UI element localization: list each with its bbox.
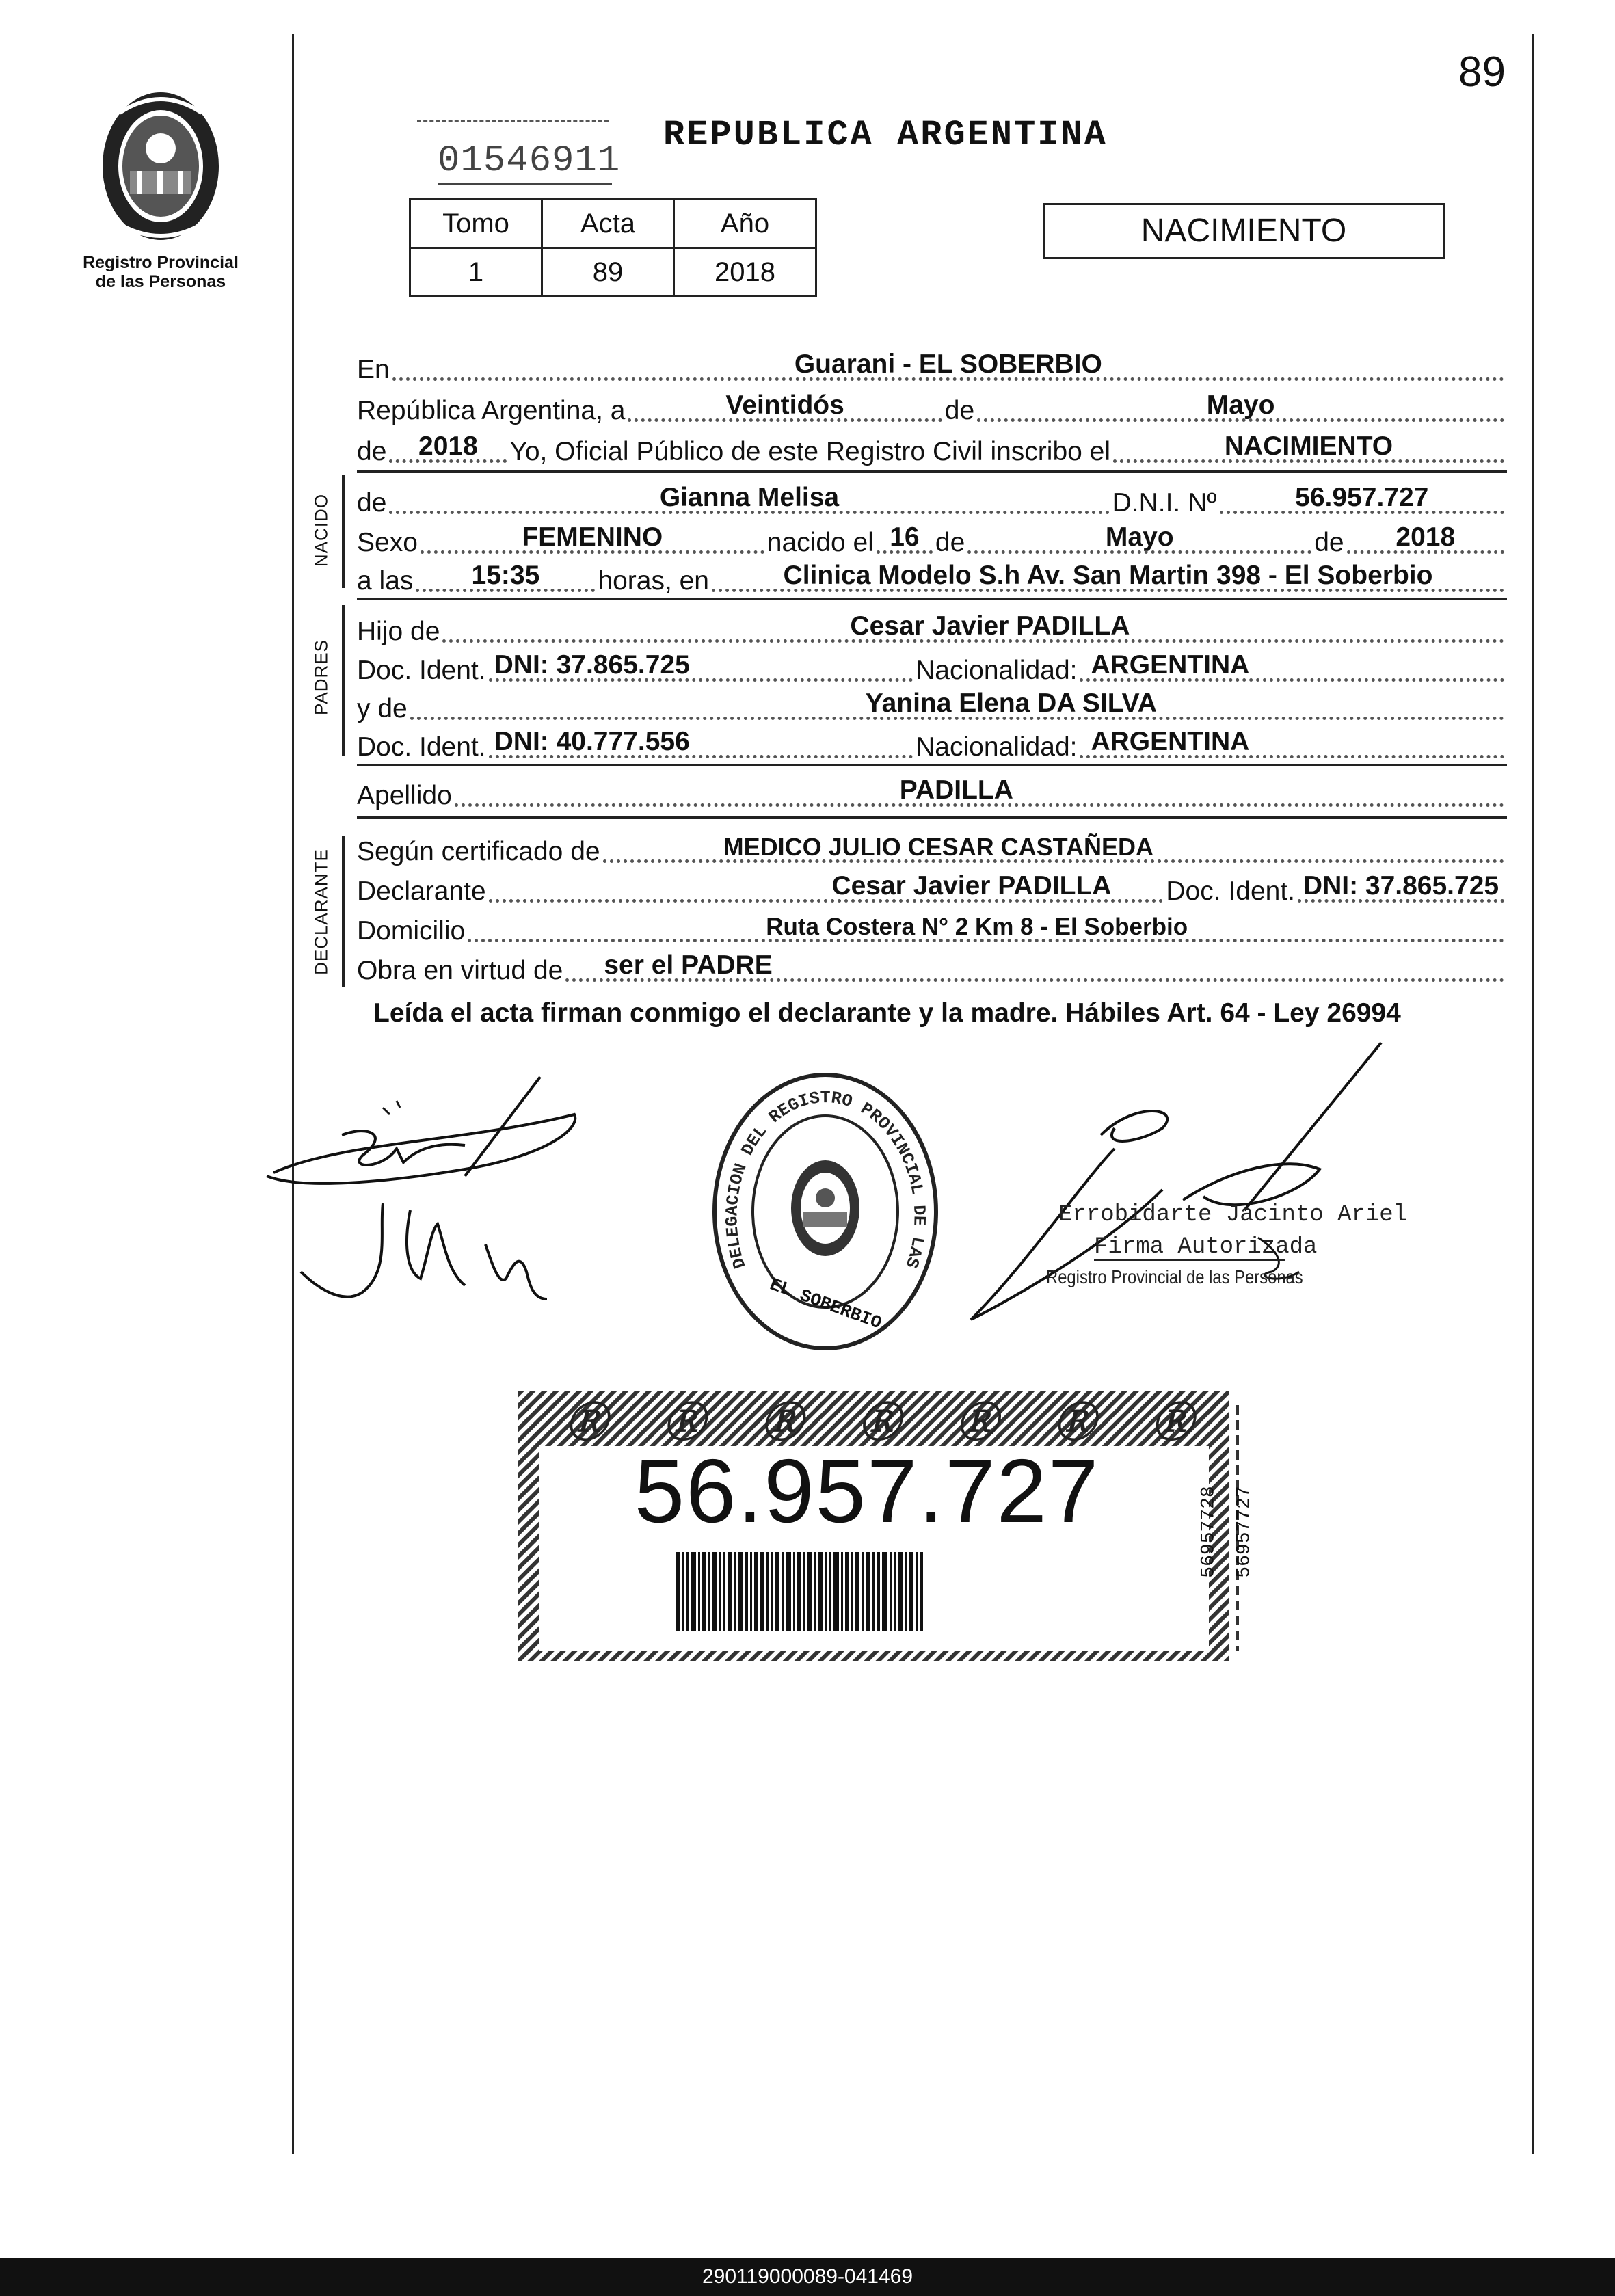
child-name: Gianna Melisa [659, 483, 840, 512]
barcode-bar [905, 1552, 907, 1631]
label-declarante: Declarante [357, 877, 486, 906]
registration-place: Guarani - EL SOBERBIO [794, 349, 1102, 379]
sticker-logo-icon: Ⓡ [858, 1400, 900, 1445]
barcode-bar [898, 1552, 903, 1631]
section-label-declarante: DECLARANTE [310, 849, 332, 975]
registration-type: NACIMIENTO [1224, 431, 1393, 461]
barcode-bar [719, 1552, 721, 1631]
barcode-bar [866, 1552, 870, 1631]
provincial-emblem-icon [92, 85, 229, 250]
row-padre-doc [357, 646, 1507, 687]
label-apellido: Apellido [357, 781, 452, 810]
label-de-mes-nac: de [935, 528, 965, 557]
barcode-bar [686, 1552, 689, 1631]
barcode-bar [851, 1552, 853, 1631]
child-birth-year: 2018 [1396, 522, 1456, 552]
serial-underline [438, 183, 612, 185]
barcode-bar [877, 1552, 880, 1631]
barcode-bar [712, 1552, 717, 1631]
row-domicilio [357, 907, 1507, 948]
serial-overline [417, 120, 609, 122]
id-sticker [518, 1391, 1255, 1661]
child-birth-time: 15:35 [471, 561, 540, 590]
row-hora [357, 557, 1507, 598]
registration-year: 2018 [418, 431, 478, 461]
barcode-bar [728, 1552, 732, 1631]
section-label-nacido: NACIDO [310, 493, 332, 568]
registry-logo [75, 85, 246, 291]
declarant-name: Cesar Javier PADILLA [831, 871, 1112, 900]
child-birth-day: 16 [890, 522, 920, 552]
declarant-relationship: ser el PADRE [604, 950, 773, 980]
label-en: En [357, 355, 390, 384]
barcode-bar [754, 1552, 758, 1631]
logo-caption-line2: de las Personas [95, 272, 226, 291]
label-a-las: a las [357, 566, 414, 596]
seal-outer-text: DELEGACION DEL REGISTRO PROVINCIAL DE LAS [722, 1088, 929, 1271]
signature-official-icon [957, 1039, 1395, 1340]
barcode-bar [894, 1552, 896, 1631]
divider-apellido [357, 816, 1507, 819]
barcode-bar [808, 1552, 812, 1631]
bracket-declarante [342, 836, 345, 987]
sticker-side-codes-2 [1224, 1439, 1265, 1644]
mother-name: Yanina Elena DA SILVA [865, 689, 1157, 718]
barcode-bar [920, 1552, 923, 1631]
row-nombre [357, 479, 1507, 520]
label-de-anio-nac: de [1314, 528, 1344, 557]
sticker-r-pattern [537, 1396, 1221, 1443]
signature-declarant-icon [260, 1067, 602, 1333]
barcode-bar [872, 1552, 875, 1631]
closing-note: Leída el acta firman conmigo el declarante y la madre. Hábiles Art. 64 - Ley 26994 [373, 998, 1401, 1028]
barcode-bar [708, 1552, 710, 1631]
barcode-icon [676, 1552, 1065, 1631]
row-apellido [357, 771, 1507, 812]
barcode-bar [766, 1552, 769, 1631]
child-birth-month: Mayo [1105, 522, 1174, 552]
official-name: Errobidarte Jacinto Ariel [1058, 1202, 1408, 1228]
sticker-dni-number: 56.957.727 [634, 1441, 1100, 1541]
label-nacido-el: nacido el [766, 528, 874, 557]
barcode-bar [734, 1552, 736, 1631]
sticker-logo-icon: Ⓡ [1054, 1400, 1095, 1445]
barcode-bar [676, 1552, 680, 1631]
barcode-bar [682, 1552, 684, 1631]
sticker-logo-icon: Ⓡ [565, 1400, 607, 1445]
declarant-doc: DNI: 37.865.725 [1303, 871, 1499, 900]
divider-padres [357, 764, 1507, 766]
registration-day: Veintidós [725, 390, 844, 420]
child-dni: 56.957.727 [1295, 483, 1429, 512]
barcode-bar [916, 1552, 918, 1631]
label-doc-ident-declarante: Doc. Ident. [1166, 877, 1295, 906]
official-role-underline [1094, 1259, 1285, 1261]
row-padre [357, 607, 1507, 648]
acta-header-anio: Año [674, 200, 816, 248]
certificate-issuer: MEDICO JULIO CESAR CASTAÑEDA [723, 833, 1153, 861]
barcode-bar [862, 1552, 864, 1631]
divider-nacido [357, 598, 1507, 600]
barcode-bar [814, 1552, 816, 1631]
seal-inner-text: EL SOBERBIO [766, 1274, 885, 1334]
barcode-bar [855, 1552, 859, 1631]
sticker-side-codes [1188, 1439, 1229, 1644]
acta-value-acta: 89 [542, 248, 674, 297]
barcode-bar [793, 1552, 795, 1631]
label-de-month: de [944, 396, 975, 425]
barcode-bar [750, 1552, 752, 1631]
label-nacionalidad-padre: Nacionalidad: [916, 656, 1078, 685]
row-fecha [357, 386, 1507, 427]
bracket-nacido [342, 475, 345, 588]
document-type-box: NACIMIENTO [1043, 203, 1445, 259]
father-doc: DNI: 37.865.725 [494, 650, 690, 680]
barcode-bar [825, 1552, 827, 1631]
acta-header-acta: Acta [542, 200, 674, 248]
page-number: 89 [1458, 49, 1506, 96]
barcode-bar [829, 1552, 831, 1631]
section-label-padres: PADRES [310, 639, 332, 715]
barcode-bar [845, 1552, 849, 1631]
sticker-logo-icon: Ⓡ [956, 1400, 998, 1445]
barcode-bar [698, 1552, 700, 1631]
label-dni: D.N.I. Nº [1112, 488, 1217, 518]
label-hijo-de: Hijo de [357, 617, 440, 646]
surname-value: PADILLA [899, 775, 1013, 805]
row-declarante [357, 867, 1507, 908]
barcode-bar [738, 1552, 743, 1631]
divider-registration [357, 470, 1507, 473]
label-doc-ident-padre: Doc. Ident. [357, 656, 486, 685]
barcode-bar [818, 1552, 823, 1631]
barcode-bar [786, 1552, 791, 1631]
label-domicilio: Domicilio [357, 916, 466, 946]
label-certificado: Según certificado de [357, 837, 600, 866]
svg-text:DELEGACION DEL REGISTRO PROVIN [708, 1068, 929, 1271]
barcode-bar [890, 1552, 892, 1631]
row-lugar [357, 345, 1507, 386]
row-madre [357, 684, 1507, 725]
row-sexo [357, 518, 1507, 559]
mother-doc: DNI: 40.777.556 [494, 727, 690, 756]
sticker-logo-icon: Ⓡ [663, 1400, 705, 1445]
sticker-side-code-2: 56957727 [1233, 1486, 1255, 1578]
barcode-bar [691, 1552, 696, 1631]
label-oficial: Yo, Oficial Público de este Registro Civil inscribo el [509, 437, 1111, 466]
barcode-bar [909, 1552, 913, 1631]
label-nacionalidad-madre: Nacionalidad: [916, 732, 1078, 762]
barcode-bar [833, 1552, 839, 1631]
declarant-address: Ruta Costera N° 2 Km 8 - El Soberbio [766, 913, 1188, 940]
barcode-bar [723, 1552, 725, 1631]
acta-table [409, 198, 817, 297]
barcode-bar [803, 1552, 805, 1631]
country-title: REPUBLICA ARGENTINA [663, 115, 1108, 155]
barcode-bar [775, 1552, 779, 1631]
barcode-bar [841, 1552, 843, 1631]
label-obra: Obra en virtud de [357, 956, 563, 985]
father-nationality: ARGENTINA [1091, 650, 1250, 680]
right-margin-line [1532, 34, 1534, 2154]
barcode-bar [702, 1552, 706, 1631]
barcode-bar [745, 1552, 748, 1631]
logo-caption-line1: Registro Provincial [83, 253, 239, 272]
row-certificado [357, 827, 1507, 868]
label-sexo: Sexo [357, 528, 418, 557]
acta-header-tomo: Tomo [410, 200, 542, 248]
barcode-bar [882, 1552, 887, 1631]
serial-number: 01546911 [438, 140, 621, 182]
acta-value-tomo: 1 [410, 248, 542, 297]
row-madre-doc [357, 723, 1507, 764]
footer-code-bar: 290119000089-041469 [0, 2258, 1615, 2296]
label-de-nombre: de [357, 488, 387, 518]
label-y-de: y de [357, 694, 408, 723]
label-republica: República Argentina, a [357, 396, 626, 425]
official-entity: Registro Provincial de las Personas [1046, 1266, 1303, 1287]
father-name: Cesar Javier PADILLA [850, 611, 1130, 641]
official-role: Firma Autorizada [1094, 1234, 1318, 1260]
barcode-bar [771, 1552, 773, 1631]
bracket-padres [342, 605, 345, 756]
child-birth-place: Clinica Modelo S.h Av. San Martin 398 - El Soberbio [783, 561, 1433, 590]
acta-value-anio: 2018 [674, 248, 816, 297]
row-obra [357, 946, 1507, 987]
registration-month: Mayo [1206, 390, 1275, 420]
sticker-logo-icon: Ⓡ [761, 1400, 803, 1445]
barcode-bar [797, 1552, 801, 1631]
label-doc-ident-madre: Doc. Ident. [357, 732, 486, 762]
mother-nationality: ARGENTINA [1091, 727, 1250, 756]
barcode-bar [760, 1552, 764, 1631]
sticker-logo-icon: Ⓡ [1151, 1400, 1193, 1445]
label-de-year: de [357, 437, 387, 466]
sticker-side-code: 56957728 [1198, 1486, 1220, 1578]
barcode-bar [782, 1552, 784, 1631]
registry-seal [708, 1068, 944, 1355]
row-anio [357, 427, 1507, 468]
child-sex: FEMENINO [522, 522, 663, 552]
label-horas-en: horas, en [598, 566, 709, 596]
